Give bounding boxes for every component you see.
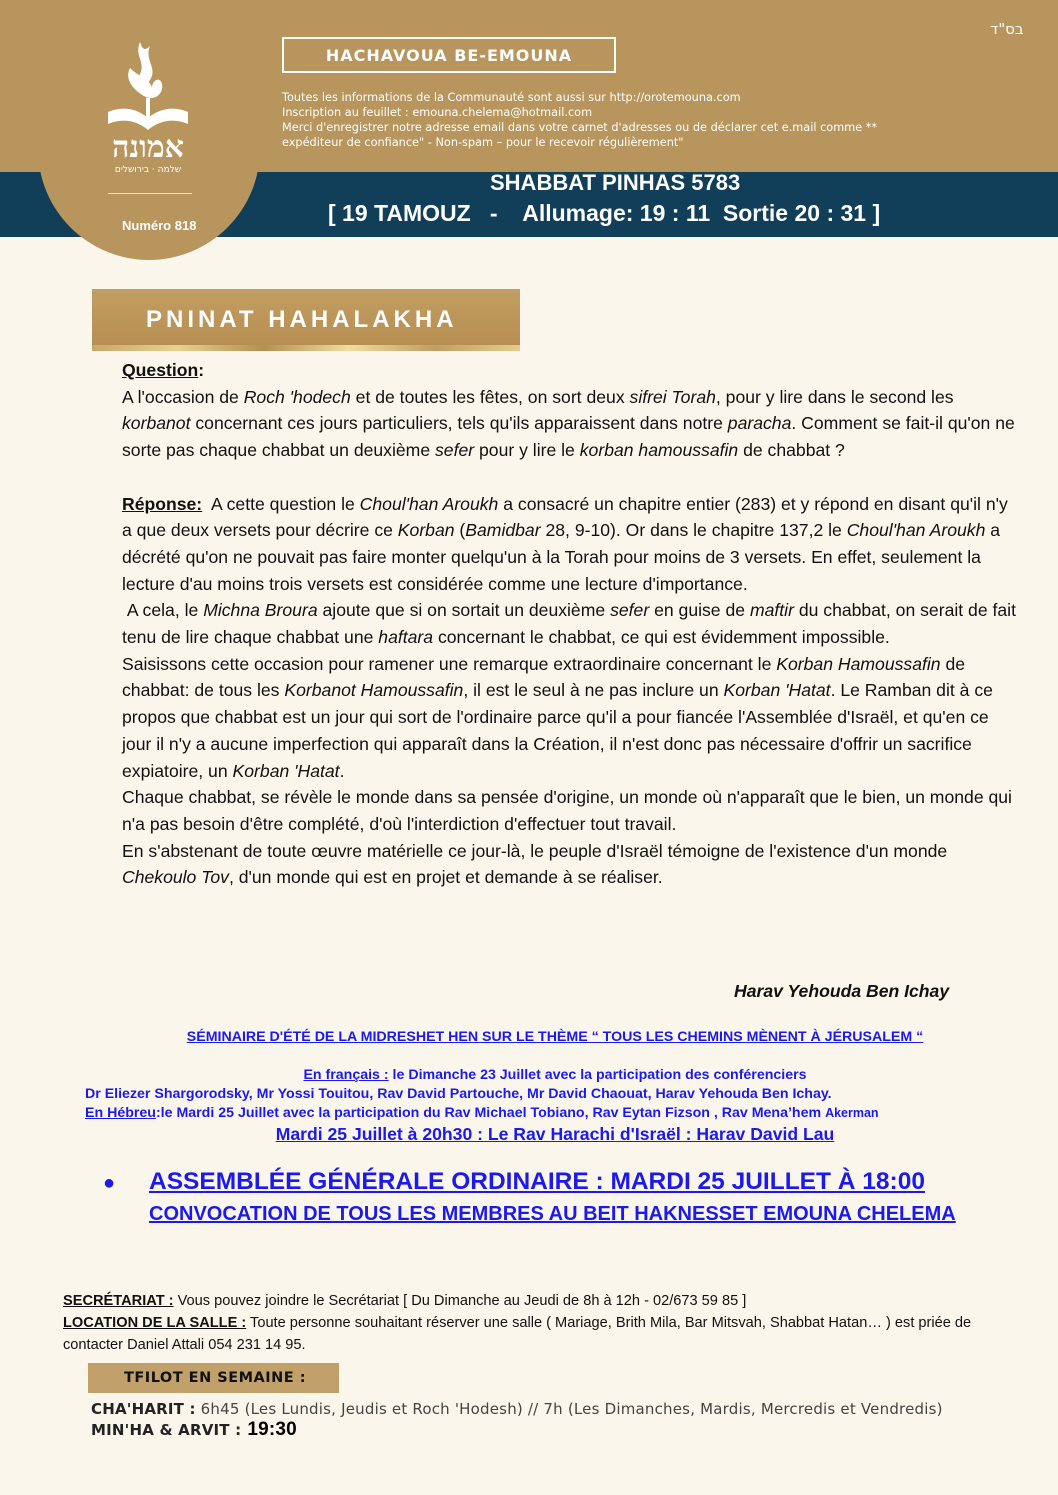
secretariat-block — [63, 1290, 1013, 1356]
newsletter-title: HACHAVOUA BE-EMOUNA — [282, 37, 616, 73]
article-author: Harav Yehouda Ben Ichay — [734, 981, 950, 1001]
seminaire-french-line[interactable]: En français : le Dimanche 23 Juillet avec la participation des conférenciers — [303, 1067, 807, 1083]
michna-paragraph: A cela, le Michna Broura ajoute que si on sortait un deuxième sefer en guise de maftir du chabbat, on serait de fait tenu de lire chaque chabbat une haftara concernant le chabbat, ce qui est évidemment impossible. — [122, 600, 1016, 648]
logo-divider — [108, 193, 192, 194]
seminaire-speakers[interactable]: Dr Eliezer Shargorodsky, Mr Yossi Touitou, Rav David Partouche, Mr David Chaouat, Harav Yehouda Ben Ichay. — [85, 1086, 832, 1102]
minha-line: MIN'HA & ARVIT : 19:30 — [91, 1419, 297, 1440]
shabbat-times: [ 19 TAMOUZ - Allumage: 19 : 11 Sortie 20 : 31 ] — [328, 200, 881, 226]
question-paragraph: Question: A l'occasion de Roch 'hodech et de toutes les fêtes, on sort deux sifrei Torah, pour y lire dans le second les korbanot concernant ces jours particuliers, tels qu'ils apparaissent dans notre paracha. Comment se fait-il qu'on ne sorte pas chaque chabbat un deuxième sefer pour y lire le korban hamoussafin de chabbat ? — [122, 360, 1015, 461]
question-label: Question — [122, 360, 199, 380]
seminaire-hebrew-label[interactable]: En Hébreu — [85, 1105, 156, 1121]
logo-hebrew-subtext: שלמה · בירושלים — [114, 165, 182, 175]
article-body — [122, 357, 1017, 891]
shabbat-name: SHABBAT PINHAS 5783 — [490, 170, 741, 195]
minha-time: 19:30 — [247, 1419, 297, 1440]
secretariat-line: SECRÉTARIAT : Vous pouvez joindre le Secrétariat [ Du Dimanche au Jeudi de 8h à 12h - 02/673 59 85 ] — [63, 1293, 747, 1309]
section-banner-gold-stripe — [92, 345, 520, 351]
section-banner: PNINAT HAHALAKHA — [92, 289, 520, 351]
convocation-link[interactable]: CONVOCATION DE TOUS LES MEMBRES AU BEIT HAKNESSET EMOUNA CHELEMA — [149, 1203, 956, 1225]
header-info — [282, 90, 877, 150]
issue-number: Numéro 818 — [122, 218, 197, 233]
emouna-logo — [100, 40, 196, 180]
chaharit-line: CHA'HARIT : 6h45 (Les Lundis, Jeudis et Roch 'Hodesh) // 7h (Les Dimanches, Mardis, Mercredis et Vendredis) — [91, 1400, 943, 1418]
info-line: Inscription au feuillet : emouna.chelema@hotmail.com — [282, 106, 593, 119]
answer-label: Réponse: — [122, 493, 203, 514]
israel-paragraph: En s'abstenant de toute œuvre matérielle ce jour-là, le peuple d'Israël témoigne de l'existence d'un monde Chekoulo Tov, d'un monde qui est en projet et demande à se réaliser. — [122, 840, 948, 888]
bsd-mark: בס"ד — [990, 20, 1024, 38]
ramban-paragraph: Saisissons cette occasion pour ramener une remarque extraordinaire concernant le Korban Hamoussafin de chabbat: de tous les Korbanot Hamoussafin, il est le seul à ne pas inclure un Korban 'Hatat. Le Ramban dit à ce propos que chabbat est un jour qui sort de l'ordinaire parce qu'il a pour fiancée l'Assemblée d'Israël, et qu'en ce jour il n'y a aucune imperfection qui apparaît dans la Création, il n'est donc pas nécessaire d'offrir un sacrifice expiatoire, un Korban 'Hatat. — [122, 653, 993, 781]
info-line: Merci d'enregistrer notre adresse email dans votre carnet d'adresses ou de déclarer cet e.mail comme ** — [282, 121, 878, 134]
logo-hebrew-text: אמונה — [112, 130, 184, 165]
seminaire-title-link[interactable]: SÉMINAIRE D'ÉTÉ DE LA MIDRESHET HEN SUR LE THÈME “ TOUS LES CHEMINS MÈNENT À JÉRUSALEM “ — [186, 1029, 924, 1045]
info-line: Toutes les informations de la Communauté sont aussi sur http://orotemouna.com — [282, 91, 741, 104]
tfilot-banner: TFILOT EN SEMAINE : — [88, 1363, 339, 1393]
info-line: expéditeur de confiance" - Non-spam – pour le recevoir régulièrement" — [282, 136, 684, 149]
answer-paragraph: Réponse: A cette question le Choul'han Aroukh a consacré un chapitre entier (283) et y répond en disant qu'il n'y a que deux versets pour décrire ce Korban (Bamidbar 28, 9-10). Or dans le chapitre 137,2 le Choul'han Aroukh a décrété qu'on ne pouvait pas faire monter quelqu'un à la Torah pour moins de 3 versets. En effet, seulement la lecture d'au moins trois versets est considérée comme une lecture d'importance. — [122, 493, 1008, 594]
location-line: LOCATION DE LA SALLE : Toute personne souhaitant réserver une salle ( Mariage, Brith Mila, Bar Mitsvah, Shabbat Hatan… ) est priée de contacter Daniel Attali 054 231 14 95. — [63, 1315, 972, 1353]
bullet-icon: ● — [103, 1172, 116, 1194]
assemblee-link[interactable]: ASSEMBLÉE GÉNÉRALE ORDINAIRE : MARDI 25 JUILLET À 18:00 — [149, 1168, 925, 1195]
seminaire-hebrew-line[interactable]: En Hébreu:le Mardi 25 Juillet avec la participation du Rav Michael Tobiano, Rav Eytan Fizson , Rav Mena’hem Akerman — [85, 1105, 879, 1121]
chabbat-paragraph: Chaque chabbat, se révèle le monde dans sa pensée d'origine, un monde où n'apparaît que le bien, un monde qui n'a pas besoin d'être complété, d'où l'interdiction d'effectuer tout travail. — [122, 787, 1012, 834]
seminaire-mardi-link[interactable]: Mardi 25 Juillet à 20h30 : Le Rav Harachi d'Israël : Harav David Lau — [275, 1124, 835, 1144]
seminaire-french-label[interactable]: En français : — [303, 1067, 389, 1083]
